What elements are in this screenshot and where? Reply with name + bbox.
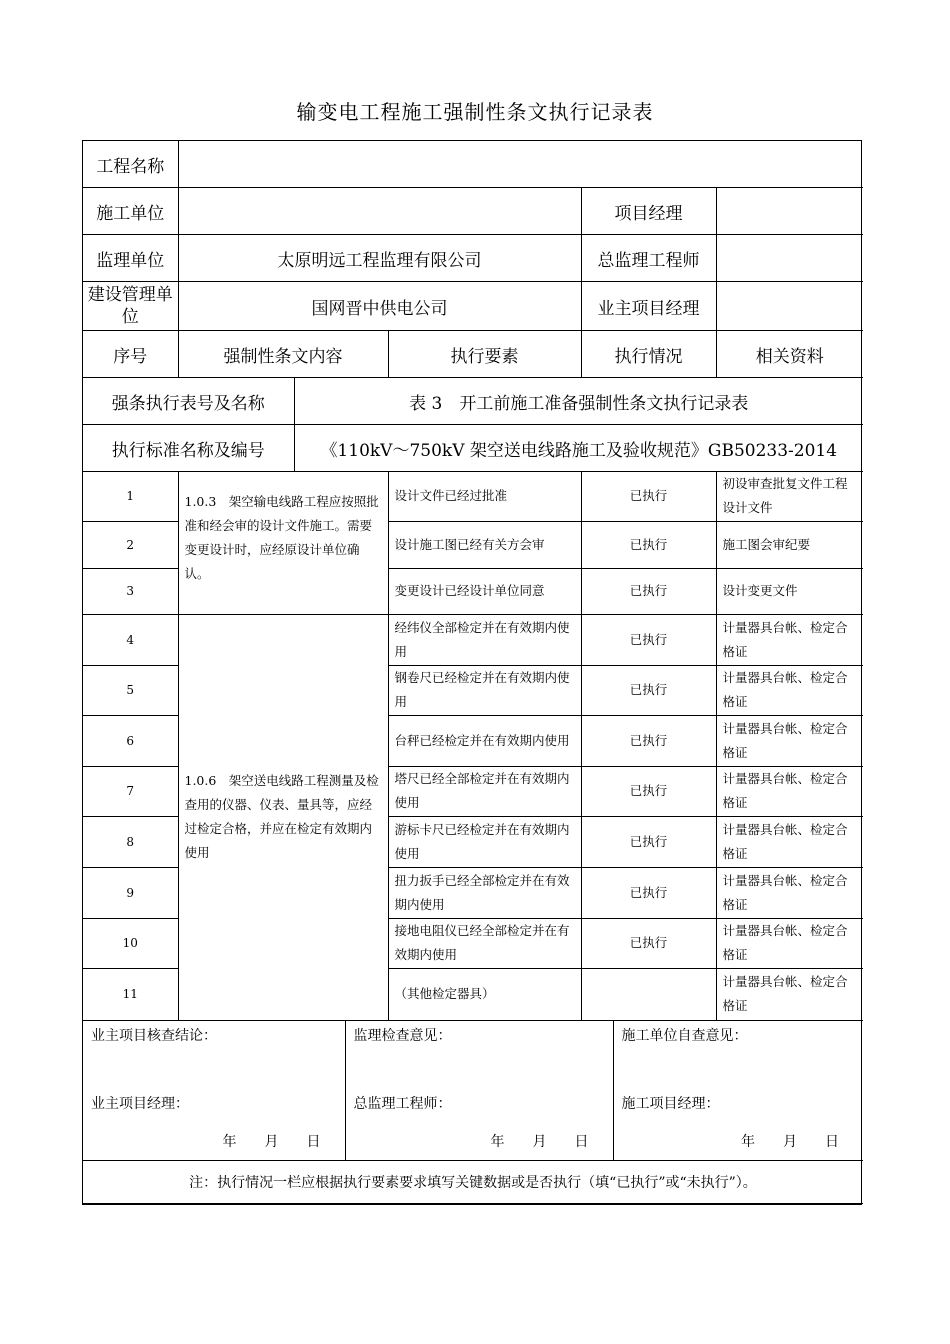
execution-status[interactable]: 已执行 (581, 665, 716, 715)
execution-status[interactable]: 已执行 (581, 521, 716, 568)
related-docs: 计量器具台帐、检定合格证 (716, 715, 863, 766)
row-number: 9 (83, 867, 178, 918)
record-form (82, 140, 862, 1205)
chief-supervisor-signature-label: 总监理工程师： (353, 1095, 452, 1112)
supervisor-opinion-label: 监理检查意见： (353, 1027, 452, 1044)
execution-element: （其他检定器具） (388, 968, 581, 1020)
col-docs-header: 相关资料 (716, 331, 863, 378)
execution-status[interactable]: 已执行 (581, 715, 716, 766)
row-number: 7 (83, 766, 178, 816)
row-number: 11 (83, 968, 178, 1020)
execution-element: 设计施工图已经有关方会审 (388, 521, 581, 568)
chief-supervisor-label: 总监理工程师 (581, 235, 716, 282)
header-table (83, 141, 863, 378)
related-docs: 计量器具台帐、检定合格证 (716, 816, 863, 867)
col-elements-header: 执行要素 (388, 331, 581, 378)
contractor-signature-block[interactable] (613, 1021, 863, 1161)
related-docs: 计量器具台帐、检定合格证 (716, 665, 863, 715)
table-row (83, 472, 863, 521)
related-docs: 初设审查批复文件工程设计文件 (716, 472, 863, 521)
col-seq-header: 序号 (83, 331, 178, 378)
owner-date: 年 月 日 (222, 1133, 321, 1150)
owner-pm-label: 业主项目经理 (581, 282, 716, 331)
execution-element: 台秤已经检定并在有效期内使用 (388, 715, 581, 766)
footnote: 注：执行情况一栏应根据执行要素要求填写关键数据或是否执行（填“已执行”或“未执行”）。 (83, 1160, 863, 1203)
contractor-date: 年 月 日 (741, 1133, 839, 1150)
chief-supervisor-field[interactable] (716, 235, 863, 282)
row-number: 5 (83, 665, 178, 715)
row-number: 6 (83, 715, 178, 766)
related-docs: 计量器具台帐、检定合格证 (716, 614, 863, 665)
table-row (83, 614, 863, 665)
owner-pm-signature-label: 业主项目经理： (91, 1095, 189, 1112)
row-number: 3 (83, 568, 178, 614)
related-docs: 计量器具台帐、检定合格证 (716, 766, 863, 816)
project-name-label: 工程名称 (83, 141, 178, 188)
related-docs: 施工图会审纪要 (716, 521, 863, 568)
project-manager-field[interactable] (716, 188, 863, 235)
execution-status[interactable]: 已执行 (581, 614, 716, 665)
execution-element: 经纬仪全部检定并在有效期内使用 (388, 614, 581, 665)
execution-status[interactable]: 已执行 (581, 472, 716, 521)
owner-unit-label: 建设管理单位 (83, 282, 178, 331)
construction-unit-label: 施工单位 (83, 188, 178, 235)
construction-unit-field[interactable] (178, 188, 581, 235)
execution-status[interactable]: 已执行 (581, 816, 716, 867)
row-number: 2 (83, 521, 178, 568)
col-status-header: 执行情况 (581, 331, 716, 378)
execution-element: 钢卷尺已经检定并在有效期内使用 (388, 665, 581, 715)
project-manager-label: 项目经理 (581, 188, 716, 235)
contractor-pm-signature-label: 施工项目经理： (621, 1095, 720, 1112)
clause-text: 1.0.6 架空送电线路工程测量及检查用的仪器、仪表、量具等，应经过检定合格，并应在检定有效期内使用 (178, 614, 388, 1020)
standard-label: 执行标准名称及编号 (83, 425, 294, 472)
supervisor-signature-block[interactable] (345, 1021, 613, 1161)
execution-element: 游标卡尺已经检定并在有效期内使用 (388, 816, 581, 867)
owner-signature-block[interactable] (83, 1021, 345, 1161)
related-docs: 计量器具台帐、检定合格证 (716, 918, 863, 968)
execution-element: 设计文件已经过批准 (388, 472, 581, 521)
supervision-unit-value: 太原明远工程监理有限公司 (178, 235, 581, 282)
table-no-value: 表 3 开工前施工准备强制性条文执行记录表 (294, 378, 863, 425)
execution-element: 塔尺已经全部检定并在有效期内使用 (388, 766, 581, 816)
clause-table (83, 472, 863, 1021)
execution-element: 接地电阻仪已经全部检定并在有效期内使用 (388, 918, 581, 968)
col-content-header: 强制性条文内容 (178, 331, 388, 378)
row-number: 10 (83, 918, 178, 968)
standard-value: 《110kV～750kV 架空送电线路施工及验收规范》GB50233-2014 (294, 425, 863, 472)
execution-status[interactable]: 已执行 (581, 568, 716, 614)
execution-status[interactable]: 已执行 (581, 867, 716, 918)
related-docs: 计量器具台帐、检定合格证 (716, 968, 863, 1020)
row-number: 1 (83, 472, 178, 521)
supervisor-date: 年 月 日 (490, 1133, 589, 1150)
row-number: 4 (83, 614, 178, 665)
owner-unit-value: 国网晋中供电公司 (178, 282, 581, 331)
execution-status[interactable] (581, 968, 716, 1020)
table-no-label: 强条执行表号及名称 (83, 378, 294, 425)
execution-element: 变更设计已经设计单位同意 (388, 568, 581, 614)
related-docs: 计量器具台帐、检定合格证 (716, 867, 863, 918)
contractor-opinion-label: 施工单位自查意见： (621, 1027, 748, 1044)
row-number: 8 (83, 816, 178, 867)
execution-status[interactable]: 已执行 (581, 918, 716, 968)
signature-table (83, 1021, 863, 1204)
execution-element: 扭力扳手已经全部检定并在有效期内使用 (388, 867, 581, 918)
supervision-unit-label: 监理单位 (83, 235, 178, 282)
clause-text: 1.0.3 架空输电线路工程应按照批准和经会审的设计文件施工。需要变更设计时，应经原设计单位确认。 (178, 472, 388, 614)
owner-pm-field[interactable] (716, 282, 863, 331)
page-title: 输变电工程施工强制性条文执行记录表 (296, 100, 654, 124)
execution-status[interactable]: 已执行 (581, 766, 716, 816)
standard-table (83, 378, 863, 472)
related-docs: 设计变更文件 (716, 568, 863, 614)
owner-conclusion-label: 业主项目核查结论： (91, 1027, 217, 1044)
project-name-field[interactable] (178, 141, 863, 188)
